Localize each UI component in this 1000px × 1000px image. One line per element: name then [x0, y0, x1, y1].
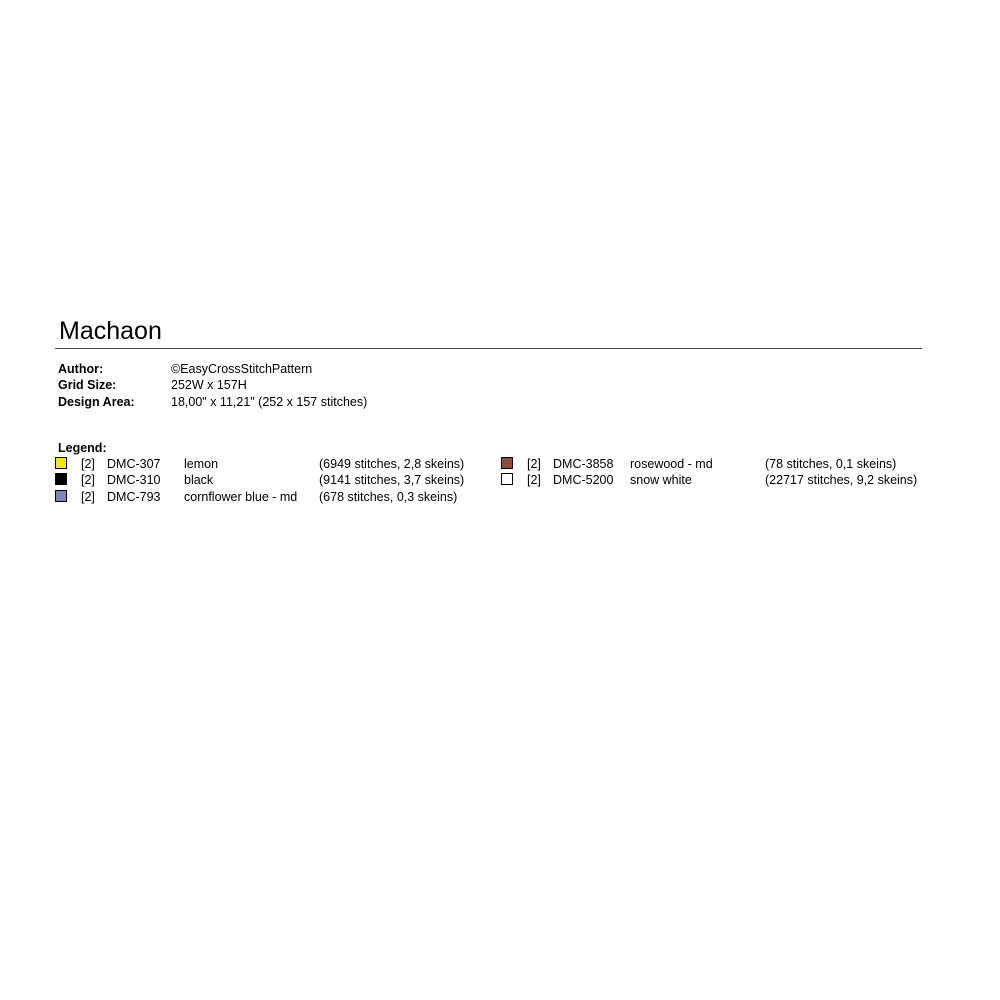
legend-item-dmc-310 [55, 472, 485, 488]
legend-title: Legend: [58, 441, 107, 455]
legend-code: DMC-310 [107, 473, 161, 487]
design-area-value: 18,00" x 11,21" (252 x 157 stitches) [171, 395, 368, 409]
pattern-title: Machaon [59, 317, 162, 345]
legend-stitch-count: (22717 stitches, 9,2 skeins) [765, 473, 918, 487]
legend-code: DMC-307 [107, 457, 161, 471]
legend-item-dmc-3858 [501, 456, 941, 472]
grid-size-label: Grid Size: [58, 378, 117, 392]
legend-item-dmc-793 [55, 489, 485, 505]
legend-code: DMC-3858 [553, 457, 614, 471]
legend-strands: [2] [81, 490, 95, 504]
legend-item-dmc-5200 [501, 472, 941, 488]
legend-code: DMC-5200 [553, 473, 614, 487]
color-swatch [501, 473, 513, 485]
color-swatch [55, 473, 67, 485]
color-swatch [55, 457, 67, 469]
legend-strands: [2] [527, 457, 541, 471]
legend-stitch-count: (678 stitches, 0,3 skeins) [319, 490, 458, 504]
author-value: ©EasyCrossStitchPattern [171, 362, 313, 376]
legend-item-dmc-307 [55, 456, 485, 472]
color-swatch [55, 490, 67, 502]
legend-color-name: rosewood - md [630, 457, 713, 471]
legend-strands: [2] [81, 473, 95, 487]
design-area-label: Design Area: [58, 395, 135, 409]
author-label: Author: [58, 362, 104, 376]
color-swatch [501, 457, 513, 469]
legend-code: DMC-793 [107, 490, 161, 504]
title-divider [55, 348, 922, 349]
grid-size-value: 252W x 157H [171, 378, 247, 392]
legend-stitch-count: (6949 stitches, 2,8 skeins) [319, 457, 465, 471]
legend-color-name: lemon [184, 457, 219, 471]
legend-stitch-count: (78 stitches, 0,1 skeins) [765, 457, 897, 471]
legend-stitch-count: (9141 stitches, 3,7 skeins) [319, 473, 465, 487]
legend-color-name: cornflower blue - md [184, 490, 298, 504]
legend-color-name: black [184, 473, 214, 487]
legend-color-name: snow white [630, 473, 692, 487]
legend-strands: [2] [81, 457, 95, 471]
legend-strands: [2] [527, 473, 541, 487]
